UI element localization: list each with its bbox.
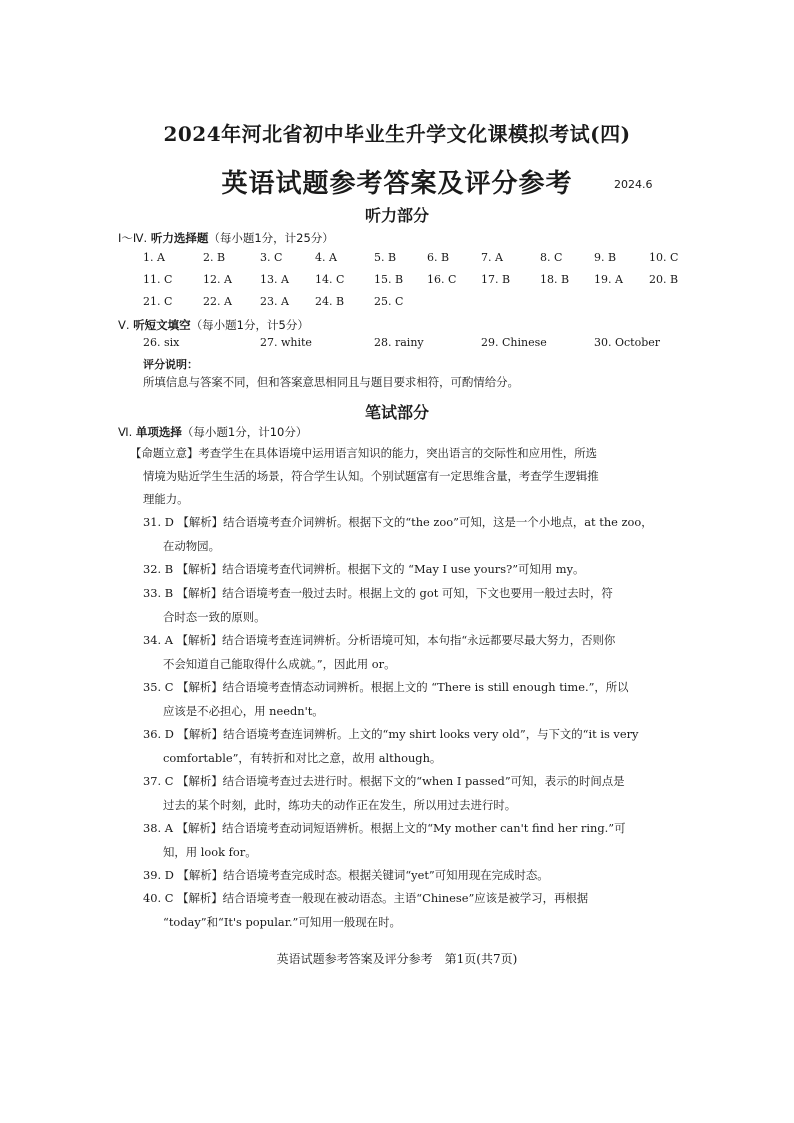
- answer-cell: 26. six: [143, 336, 180, 349]
- item-explanation: 【解析】结合语境考查连词辨析。分析语境可知，本句指“永远都要尽最大努力，否则你: [176, 633, 616, 647]
- answer-cell: 23. A: [260, 295, 289, 308]
- answer-item: [143, 723, 683, 770]
- item-answer: 33. B: [143, 586, 174, 600]
- item-explanation-cont: 应该是不必担心，用 needn't。: [163, 703, 324, 718]
- item-explanation-cont: 过去的某个时刻，此时，练功夫的动作正在发生，所以用过去进行时。: [163, 797, 517, 812]
- answer-item: [143, 511, 683, 558]
- item-answer: 31. D: [143, 515, 174, 529]
- listening-choice-heading: [118, 230, 334, 246]
- answer-item: [143, 817, 683, 864]
- question-scoring: （每小题1分，计10分）: [181, 425, 308, 439]
- question-number: Ⅵ.: [118, 425, 133, 439]
- answer-cell: 16. C: [427, 273, 457, 286]
- item-explanation: 【解析】结合语境考查连词辨析。上文的“my shirt looks very old”，与下文的“it is very: [177, 727, 639, 741]
- answer-cell: 8. C: [540, 251, 563, 264]
- answer-cell: 30. October: [594, 336, 661, 349]
- item-explanation: 【解析】结合语境考查过去进行时。根据下文的“when I passed”可知，表示的时间点是: [177, 774, 625, 788]
- item-explanation-cont: 在动物园。: [163, 538, 220, 553]
- answer-cell: 5. B: [374, 251, 397, 264]
- answer-item: [143, 770, 683, 817]
- listening-section-title: 听力部分: [364, 206, 429, 225]
- answer-cell: 12. A: [203, 273, 232, 286]
- design-intent-line: 情境为贴近学生生活的场景，符合学生认知。个别试题富有一定思维含量，考查学生逻辑推: [143, 469, 599, 483]
- answer-item: [143, 629, 683, 676]
- item-answer: 38. A: [143, 821, 173, 835]
- answer-cell: 4. A: [315, 251, 337, 264]
- answer-key-title: 英语试题参考答案及评分参考: [221, 169, 573, 199]
- item-explanation-cont: 合时态一致的原则。: [163, 609, 266, 624]
- item-explanation: 【解析】结合语境考查完成时态。根据关键词“yet”可知用现在完成时态。: [177, 868, 549, 882]
- answer-cell: 28. rainy: [374, 336, 424, 349]
- answer-cell: 9. B: [594, 251, 617, 264]
- answer-cell: 7. A: [481, 251, 503, 264]
- item-explanation-cont: 知，用 look for。: [163, 844, 257, 859]
- answer-cell: 13. A: [260, 273, 289, 286]
- question-label: 单项选择: [135, 425, 182, 439]
- answer-item: [143, 558, 683, 582]
- scoring-note-title: 评分说明：: [143, 358, 198, 371]
- answer-item: [143, 582, 683, 629]
- item-answer: 40. C: [143, 891, 174, 905]
- answer-cell: 3. C: [260, 251, 283, 264]
- design-intent-line: 【命题立意】考查学生在具体语境中运用语言知识的能力，突出语言的交际性和应用性，所选: [130, 446, 598, 460]
- answer-cell: 17. B: [481, 273, 511, 286]
- item-answer: 37. C: [143, 774, 174, 788]
- answer-cell: 29. Chinese: [481, 336, 547, 349]
- item-answer: 35. C: [143, 680, 174, 694]
- answer-item: [143, 887, 683, 934]
- written-section-title: 笔试部分: [364, 403, 429, 422]
- exam-date: 2024.6: [614, 178, 653, 191]
- answer-cell: 22. A: [203, 295, 232, 308]
- question-label: 听力选择题: [150, 231, 209, 245]
- answer-cell: 20. B: [649, 273, 679, 286]
- answer-cell: 21. C: [143, 295, 173, 308]
- listening-fill-heading: [118, 317, 309, 333]
- item-answer: 39. D: [143, 868, 174, 882]
- design-intent-line: 理能力。: [143, 492, 189, 506]
- question-scoring: （每小题1分，计25分）: [208, 231, 334, 245]
- answer-cell: 15. B: [374, 273, 404, 286]
- answer-cell: 19. A: [594, 273, 623, 286]
- item-answer: 32. B: [143, 562, 174, 576]
- scoring-note-text: 所填信息与答案不同，但和答案意思相同且与题目要求相符，可酌情给分。: [143, 375, 519, 389]
- answer-cell: 18. B: [540, 273, 570, 286]
- question-number: Ⅰ～Ⅳ.: [118, 231, 148, 245]
- item-answer: 36. D: [143, 727, 174, 741]
- answer-cell: 14. C: [315, 273, 345, 286]
- item-answer: 34. A: [143, 633, 173, 647]
- item-explanation: 【解析】结合语境考查代词辨析。根据下文的 “May I use yours?”可知用 my。: [176, 562, 585, 576]
- answer-cell: 24. B: [315, 295, 345, 308]
- question-label: 听短文填空: [133, 318, 191, 332]
- item-explanation-cont: “today”和“It's popular.”可知用一般现在时。: [163, 914, 401, 929]
- item-explanation: 【解析】结合语境考查动词短语辨析。根据上文的“My mother can't find her ring.”可: [176, 821, 626, 835]
- item-explanation-cont: 不会知道自己能取得什么成就。”，因此用 or。: [163, 656, 396, 671]
- question-number: Ⅴ.: [118, 318, 130, 332]
- exam-title: 2024年河北省初中毕业生升学文化课模拟考试(四): [163, 122, 631, 146]
- answer-cell: 25. C: [374, 295, 404, 308]
- answer-cell: 2. B: [203, 251, 226, 264]
- answer-cell: 10. C: [649, 251, 679, 264]
- answer-cell: 1. A: [143, 251, 165, 264]
- answer-cell: 27. white: [260, 336, 312, 349]
- item-explanation-cont: comfortable”，有转折和对比之意，故用 although。: [163, 750, 442, 765]
- answer-item: [143, 864, 683, 888]
- item-explanation: 【解析】结合语境考查情态动词辨析。根据上文的 “There is still enough time.”，所以: [177, 680, 629, 694]
- answer-cell: 6. B: [427, 251, 450, 264]
- item-explanation: 【解析】结合语境考查介词辨析。根据下文的“the zoo”可知，这是一个小地点，at the zoo，: [177, 515, 653, 529]
- item-explanation: 【解析】结合语境考查一般过去时。根据上文的 got 可知，下文也要用一般过去时，符: [176, 586, 613, 600]
- item-explanation: 【解析】结合语境考查一般现在被动语态。主语“Chinese”应该是被学习，再根据: [177, 891, 589, 905]
- answer-item: [143, 676, 683, 723]
- question-scoring: （每小题1分，计5分）: [190, 318, 309, 332]
- single-choice-heading: [118, 424, 307, 440]
- page-footer: 英语试题参考答案及评分参考 第1页(共7页): [276, 952, 518, 966]
- answer-cell: 11. C: [143, 273, 173, 286]
